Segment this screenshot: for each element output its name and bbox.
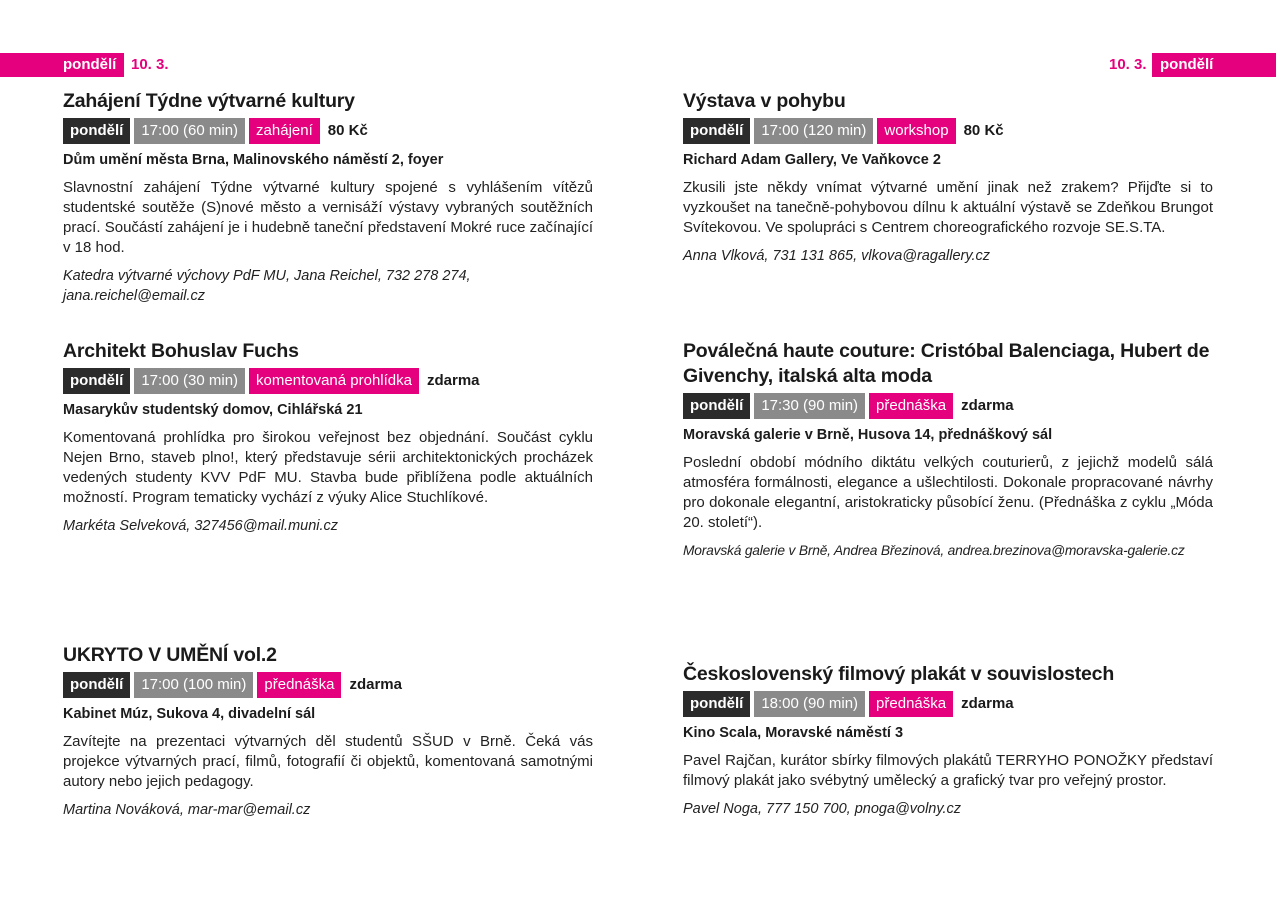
type-tag: přednáška (257, 672, 341, 698)
event-tags (683, 118, 1213, 144)
time-tag: 17:00 (120 min) (754, 118, 873, 144)
event-venue: Kino Scala, Moravské náměstí 3 (683, 725, 904, 741)
price-tag: zdarma (961, 695, 1014, 712)
time-tag: 17:00 (30 min) (134, 368, 245, 394)
day-tag: pondělí (683, 393, 750, 419)
event-description: Slavnostní zahájení Týdne výtvarné kultury spojené s vyhlášením vítězů studentské soutěže (S)nové město a vernisáží výstavy vybraných soutěžních prací. Součástí zahájení je i hudebně taneční představení Mokré ruce začínající v 18 hod. (63, 179, 593, 256)
price-tag: 80 Kč (963, 122, 1004, 139)
day-tag: pondělí (63, 368, 130, 394)
price-tag: zdarma (426, 372, 480, 389)
event-contact: Martina Nováková, mar-mar@email.cz (63, 802, 311, 818)
event-description: Poslední období módního diktátu velkých couturierů, z jejichž modelů sálá atmosféra formálnosti, elegance a ušlechtilosti. Dokonale propracované návrhy pro dokonale elegantní, aristokraticky působící ženu. (Přednáška z cyklu „Móda 20. století“). (683, 454, 1213, 531)
event-description: Pavel Rajčan, kurátor sbírky filmových plakátů TERRYHO PONOŽKY představí filmový plakát jako svébytný umělecký a grafický tvar pro veřejný prostor. (683, 752, 1213, 789)
event-tags (683, 691, 1213, 717)
event-title: Architekt Bohuslav Fuchs (63, 340, 299, 362)
type-tag: komentovaná prohlídka (249, 368, 419, 394)
type-tag: přednáška (869, 393, 953, 419)
event-card (63, 643, 593, 820)
time-tag: 17:30 (90 min) (754, 393, 865, 419)
type-tag: workshop (877, 118, 955, 144)
event-venue: Masarykův studentský domov, Cihlářská 21 (63, 402, 363, 418)
event-title: Výstava v pohybu (683, 90, 846, 112)
event-title: Československý filmový plakát v souvislostech (683, 663, 1115, 685)
event-card (63, 339, 593, 536)
day-tag: pondělí (63, 118, 130, 144)
time-tag: 18:00 (90 min) (754, 691, 865, 717)
day-tag: pondělí (683, 118, 750, 144)
type-tag: zahájení (249, 118, 320, 144)
event-venue: Kabinet Múz, Sukova 4, divadelní sál (63, 706, 316, 722)
price-tag: 80 Kč (327, 122, 368, 139)
day-tag: pondělí (63, 672, 130, 698)
event-contact: Markéta Selveková, 327456@mail.muni.cz (63, 518, 339, 534)
time-tag: 17:00 (60 min) (134, 118, 245, 144)
header-day-right: pondělí (1160, 56, 1214, 73)
event-card (683, 339, 1213, 561)
event-description: Zavítejte na prezentaci výtvarných děl studentů SŠUD v Brně. Čeká vás projekce výtvarných prací, filmů, fotografií či objektů, komentovaná samotnými autory nebo jejich pedagogy. (63, 733, 593, 790)
event-title: Poválečná haute couture: Cristóbal Balenciaga, Hubert de Givenchy, italská alta moda (683, 340, 1210, 387)
event-tags (63, 118, 593, 144)
event-card (63, 89, 593, 306)
event-description: Komentovaná prohlídka pro širokou veřejnost bez objednání. Součást cyklu Nejen Brno, staveb plno!, který představuje sérii architektonických procházek vedených studenty KVV PdF MU. Stavba bude přiblížena podle aktuálních možností. Program tematicky vychází z výuky Alice Stuchlíkové. (63, 429, 593, 506)
event-venue: Richard Adam Gallery, Ve Vaňkovce 2 (683, 152, 941, 168)
event-tags (63, 368, 593, 394)
price-tag: zdarma (349, 676, 402, 693)
event-tags (63, 672, 593, 698)
header-day-left: pondělí (63, 56, 117, 73)
event-venue: Moravská galerie v Brně, Husova 14, přednáškový sál (683, 427, 1053, 443)
event-contact: Moravská galerie v Brně, Andrea Březinová, andrea.brezinova@moravska-galerie.cz (683, 543, 1185, 558)
header-date-right: 10. 3. (1109, 56, 1147, 73)
time-tag: 17:00 (100 min) (134, 672, 253, 698)
event-contact: Anna Vlková, 731 131 865, vlkova@ragallery.cz (683, 248, 991, 264)
price-tag: zdarma (961, 397, 1014, 414)
event-tags (683, 393, 1213, 419)
event-contact: Katedra výtvarné výchovy PdF MU, Jana Reichel, 732 278 274, jana.reichel@email.cz (63, 268, 471, 304)
event-title: Zahájení Týdne výtvarné kultury (63, 90, 355, 112)
event-title: UKRYTO V UMĚNÍ vol.2 (63, 644, 277, 666)
event-contact: Pavel Noga, 777 150 700, pnoga@volny.cz (683, 801, 962, 817)
event-venue: Dům umění města Brna, Malinovského náměstí 2, foyer (63, 152, 444, 168)
event-card (683, 89, 1213, 266)
event-description: Zkusili jste někdy vnímat výtvarné umění jinak než zrakem? Přijďte si to vyzkoušet na tanečně-pohybovou dílnu k aktuální výstavě se Zdeňkou Brungot Svítekovou. Ve spolupráci s Centrem choreografického rozvoje SE.S.TA. (683, 179, 1213, 236)
header-date-left: 10. 3. (131, 56, 169, 73)
event-card (683, 662, 1213, 819)
type-tag: přednáška (869, 691, 953, 717)
day-tag: pondělí (683, 691, 750, 717)
